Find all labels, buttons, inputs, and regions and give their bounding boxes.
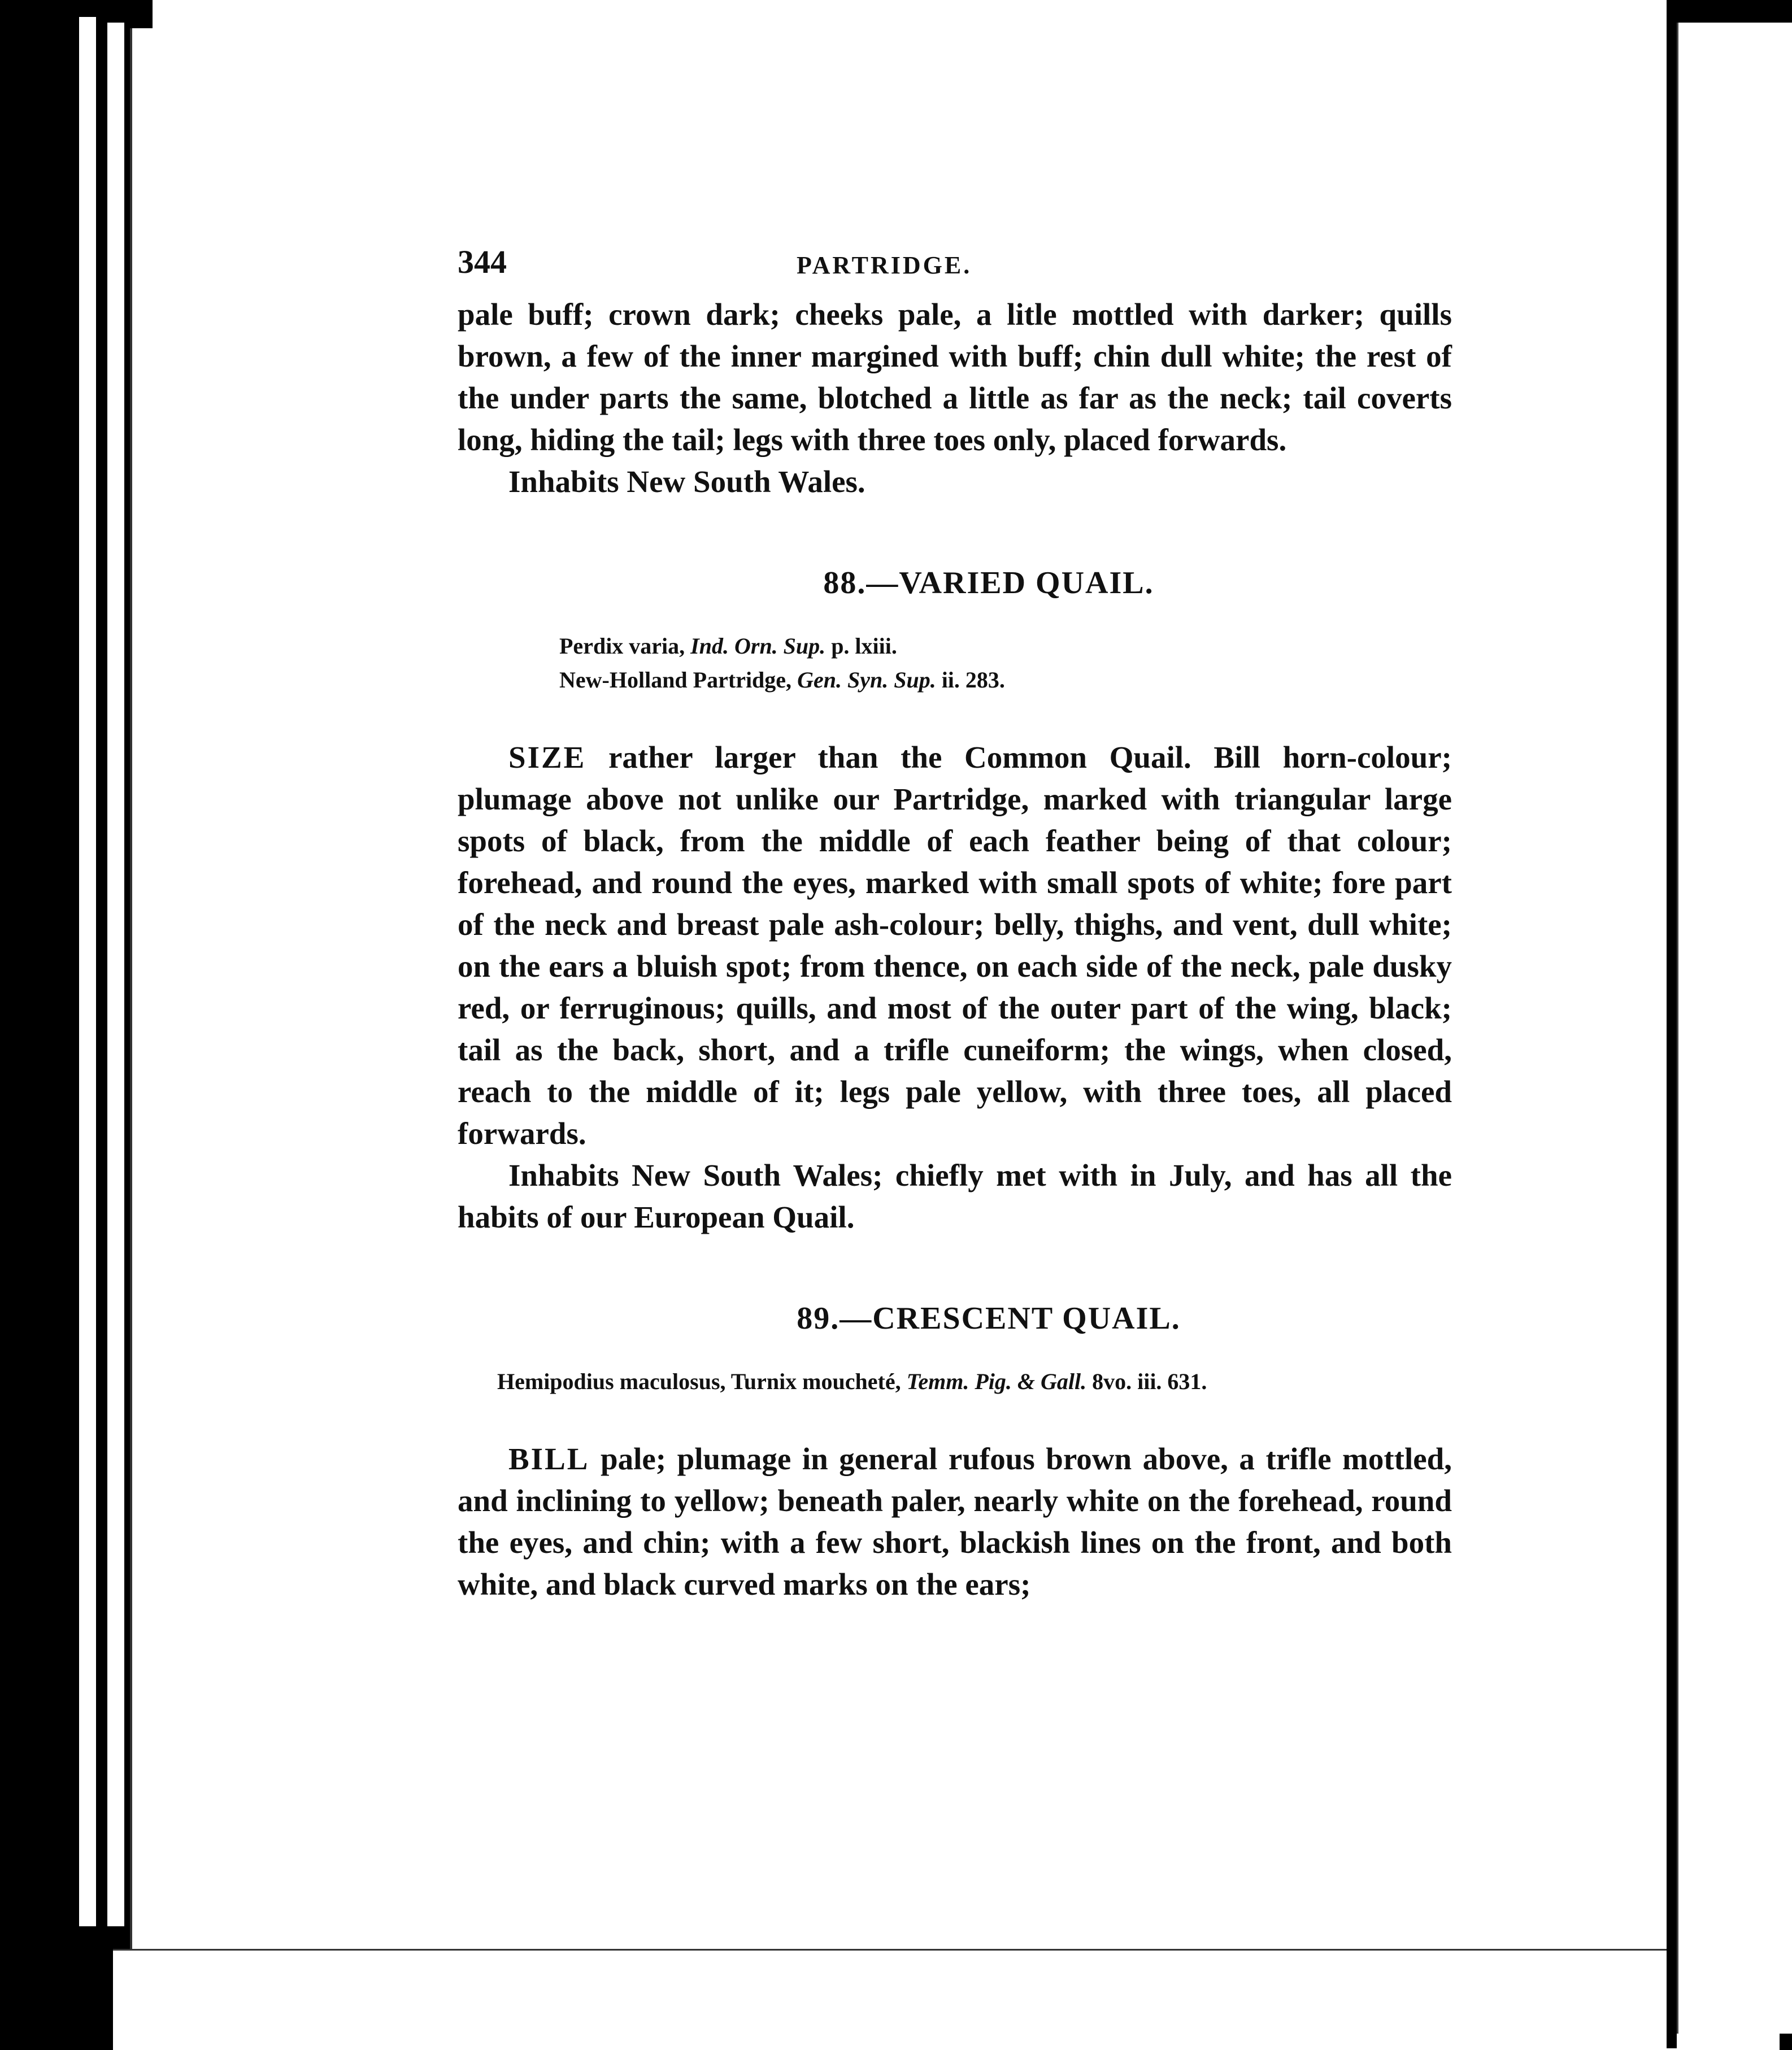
continuation-paragraph: pale buff; crown dark; cheeks pale, a litle mottled with darker; quills brown, a few of the inner margined with buff; chin dull white; the rest of the under parts the same, blotched a little as far as the neck; tail coverts long, hiding the tail; legs with three toes only, placed forwards. <box>458 297 1452 457</box>
description-88: SIZE rather larger than the Common Quail. Bill horn-colour; plumage above not unlike our Partridge, marked with triangular large spots of black, from the middle of each feather being of that colour; forehead, and round the eyes, marked with small spots of white; fore part of the neck and breast pale ash-colour; belly, thighs, and vent, dull white; on the ears a bluish spot; from thence, on each side of the neck, pale dusky red, or ferruginous; quills, and most of the outer part of the wing, black; tail as the back, short, and a trifle cuneiform; the wings, when closed, reach to the middle of it; legs pale yellow, with three toes, all placed forwards. <box>458 740 1452 1151</box>
synonymy-88 <box>458 629 1452 697</box>
description-89: BILL pale; plumage in general rufous brown above, a trifle mottled, and inclining to yellow; beneath paler, nearly white on the forehead, round the eyes, and chin; with a few short, blackish lines on the front, and both white, and black curved marks on the ears; <box>458 1442 1452 1601</box>
page-number: 344 <box>458 243 507 280</box>
synonymy-89: Hemipodius maculosus, Turnix moucheté, Temm. Pig. & Gall. 8vo. iii. 631. <box>497 1369 1207 1394</box>
habitat-paragraph: Inhabits New South Wales. <box>508 464 865 499</box>
section-title-88: 88.—VARIED QUAIL. <box>823 565 1154 600</box>
facing-page <box>1677 23 1792 2034</box>
page-edge <box>79 17 96 1926</box>
section-title-89: 89.—CRESCENT QUAIL. <box>797 1301 1181 1336</box>
synonym-line: New-Holland Partridge, Gen. Syn. Sup. ii. 283. <box>559 667 1005 693</box>
lead-word: SIZE <box>508 740 586 774</box>
running-head <box>458 243 1452 294</box>
page-edge-bottom <box>113 1949 1780 2050</box>
gutter <box>1667 0 1677 2048</box>
habitat-88: Inhabits New South Wales; chiefly met with in July, and has all the habits of our European Quail. <box>458 1158 1452 1234</box>
running-title: PARTRIDGE. <box>797 251 972 279</box>
page-content <box>458 243 1452 1605</box>
lead-word: BILL <box>508 1442 590 1476</box>
page-edge <box>107 23 124 1926</box>
page-edge <box>130 28 155 2005</box>
synonym-line: Perdix varia, Ind. Orn. Sup. p. lxiii. <box>559 633 897 659</box>
